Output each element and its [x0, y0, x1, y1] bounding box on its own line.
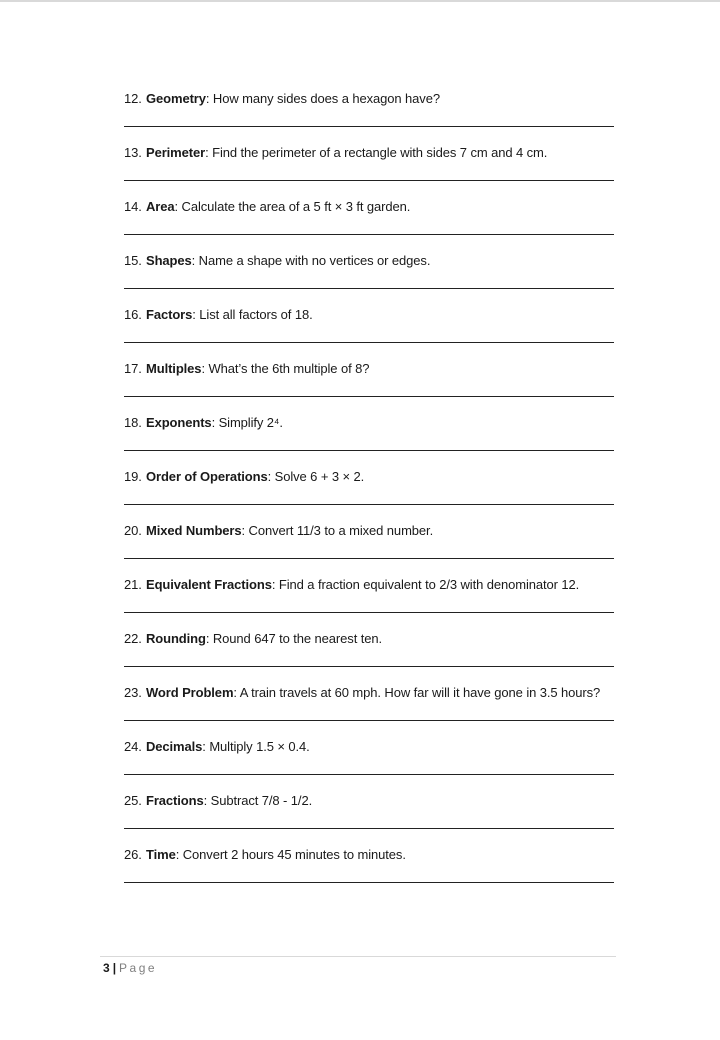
answer-line: [124, 558, 614, 559]
question-item: [124, 414, 614, 451]
question-topic: Rounding: [146, 631, 206, 646]
question-topic: Shapes: [146, 253, 192, 268]
question-topic: Order of Operations: [146, 469, 268, 484]
question-topic: Mixed Numbers: [146, 523, 242, 538]
question-text: Mixed Numbers: Convert 11/3 to a mixed number.: [146, 523, 434, 538]
question-text: Decimals: Multiply 1.5 × 0.4.: [146, 739, 310, 754]
question-topic: Time: [146, 847, 176, 862]
question-item: [124, 522, 614, 559]
question-number: 16.: [124, 307, 142, 322]
question-text: Time: Convert 2 hours 45 minutes to minutes.: [146, 847, 406, 862]
question-item: [124, 630, 614, 667]
answer-line: [124, 666, 614, 667]
answer-line: [124, 396, 614, 397]
question-item: [124, 846, 614, 883]
answer-line: [124, 612, 614, 613]
question-item: [124, 468, 614, 505]
question-item: [124, 144, 614, 181]
question-topic: Factors: [146, 307, 193, 322]
question-topic: Geometry: [146, 91, 206, 106]
question-item: [124, 252, 614, 289]
question-text: Exponents: Simplify 2⁴.: [146, 415, 283, 430]
answer-line: [124, 342, 614, 343]
answer-line: [124, 234, 614, 235]
question-number: 25.: [124, 793, 142, 808]
answer-line: [124, 504, 614, 505]
question-item: [124, 738, 614, 775]
answer-line: [124, 828, 614, 829]
question-number: 18.: [124, 415, 142, 430]
question-text: Geometry: How many sides does a hexagon have?: [146, 91, 440, 106]
question-topic: Multiples: [146, 361, 202, 376]
question-text: Equivalent Fractions: Find a fraction equivalent to 2/3 with denominator 12.: [146, 577, 580, 592]
question-topic: Area: [146, 199, 175, 214]
footer-separator: |: [112, 961, 117, 975]
question-number: 22.: [124, 631, 142, 646]
question-item: [124, 306, 614, 343]
question-number: 12.: [124, 91, 142, 106]
answer-line: [124, 720, 614, 721]
question-item: [124, 792, 614, 829]
answer-line: [124, 450, 614, 451]
question-number: 24.: [124, 739, 142, 754]
question-item: [124, 684, 614, 721]
question-number: 19.: [124, 469, 142, 484]
page-number: 3: [103, 961, 110, 975]
question-number: 14.: [124, 199, 142, 214]
question-text: Rounding: Round 647 to the nearest ten.: [146, 631, 382, 646]
answer-line: [124, 180, 614, 181]
answer-line: [124, 126, 614, 127]
question-item: [124, 576, 614, 613]
question-item: [124, 198, 614, 235]
question-text: Word Problem: A train travels at 60 mph. How far will it have gone in 3.5 hours?: [146, 685, 601, 700]
footer-divider: [100, 956, 616, 957]
question-topic: Perimeter: [146, 145, 206, 160]
question-number: 13.: [124, 145, 142, 160]
question-number: 15.: [124, 253, 142, 268]
question-number: 26.: [124, 847, 142, 862]
page-footer: [103, 961, 157, 975]
question-number: 17.: [124, 361, 142, 376]
question-item: [124, 90, 614, 127]
question-number: 20.: [124, 523, 142, 538]
page-label: Page: [119, 961, 158, 975]
question-item: [124, 360, 614, 397]
answer-line: [124, 882, 614, 883]
question-topic: Decimals: [146, 739, 203, 754]
question-number: 21.: [124, 577, 142, 592]
question-text: Multiples: What’s the 6th multiple of 8?: [146, 361, 370, 376]
question-text: Perimeter: Find the perimeter of a rectangle with sides 7 cm and 4 cm.: [146, 145, 548, 160]
answer-line: [124, 288, 614, 289]
question-text: Fractions: Subtract 7/8 - 1/2.: [146, 793, 313, 808]
question-topic: Equivalent Fractions: [146, 577, 272, 592]
answer-line: [124, 774, 614, 775]
question-topic: Fractions: [146, 793, 204, 808]
question-topic: Exponents: [146, 415, 212, 430]
question-number: 23.: [124, 685, 142, 700]
question-text: Shapes: Name a shape with no vertices or edges.: [146, 253, 431, 268]
top-border: [0, 0, 720, 2]
question-text: Area: Calculate the area of a 5 ft × 3 ft garden.: [146, 199, 411, 214]
question-text: Factors: List all factors of 18.: [146, 307, 313, 322]
question-list: [124, 90, 614, 883]
question-text: Order of Operations: Solve 6 + 3 × 2.: [146, 469, 365, 484]
question-topic: Word Problem: [146, 685, 234, 700]
